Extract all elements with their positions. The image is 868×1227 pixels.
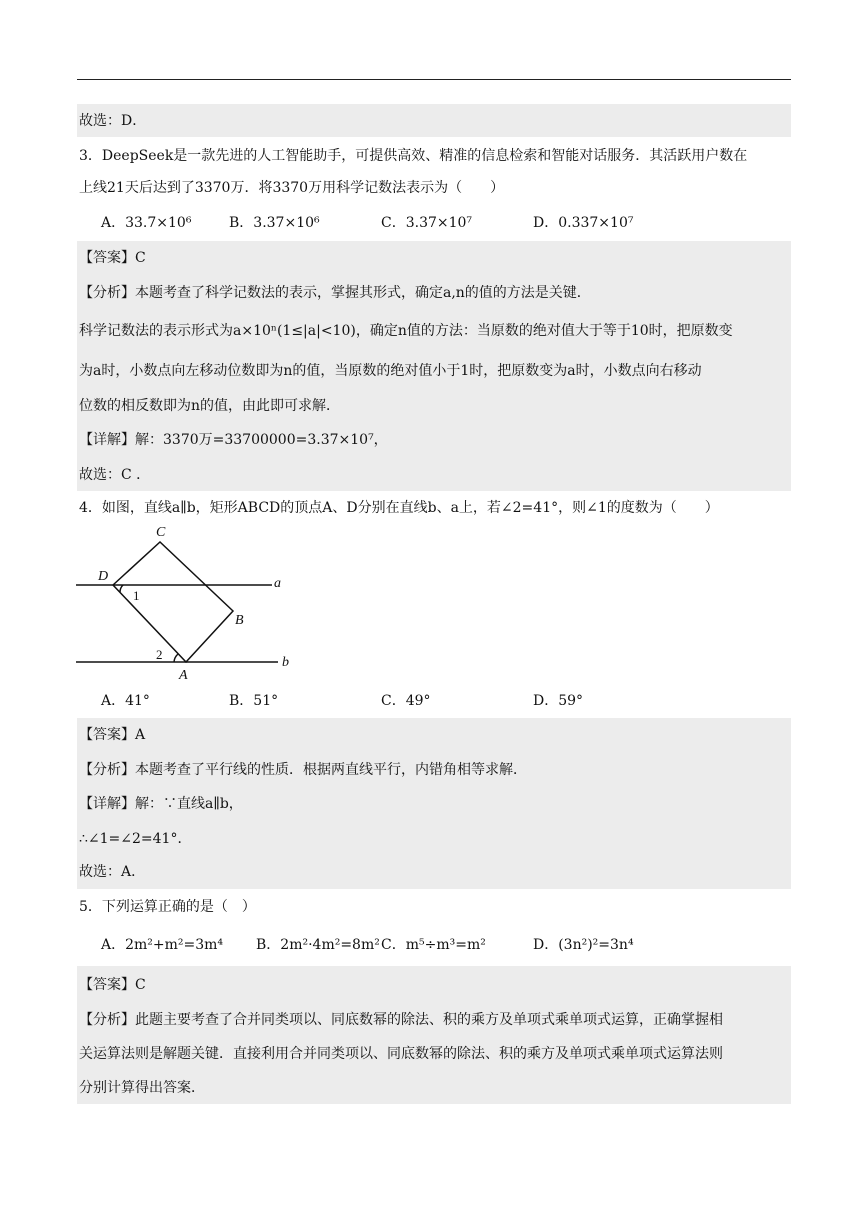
label-b-line: b xyxy=(282,655,289,670)
q4-detail: 【详解】解：∵直线a∥b， xyxy=(79,796,243,812)
q3-analysis-line2: 科学记数法的表示形式为a×10ⁿ(1≤|a|<10)，确定n值的方法：当原数的绝对值大于等于10时，把原数变 xyxy=(79,323,733,339)
q5-analysis-line1: 【分析】此题主要考查了合并同类项以、同底数幂的除法、积的乘方及单项式乘单项式运算，正确掌握相 xyxy=(79,1012,723,1028)
q5-option-b: B．2m²·4m²=8m² xyxy=(256,937,380,953)
q3-stem-line1: 3．DeepSeek是一款先进的人工智能助手，可提供高效、精准的信息检索和智能对话服务．其活跃用户数在 xyxy=(79,148,748,164)
angle-1-arc xyxy=(120,585,123,592)
rectangle-abcd xyxy=(113,542,233,662)
q4-choice: 故选：A． xyxy=(79,864,146,880)
label-d: D xyxy=(98,569,109,584)
q4-stem: 4．如图，直线a∥b，矩形ABCD的顶点A、D分别在直线b、a上，若∠2=41°，则∠1的度数为（ ） xyxy=(79,500,719,516)
q5-option-c: C．m⁵÷m³=m² xyxy=(381,937,486,953)
label-b: B xyxy=(235,613,244,628)
q3-option-a: A．33.7×10⁶ xyxy=(101,215,192,231)
label-a-vertex: A xyxy=(179,668,188,683)
q3-detail: 【详解】解：3370万=33700000=3.37×10⁷， xyxy=(79,432,388,448)
q4-option-c: C．49° xyxy=(381,693,431,709)
prev-choice: 故选：D． xyxy=(79,113,147,129)
q3-answer: 【答案】C xyxy=(79,250,146,266)
q4-option-d: D．59° xyxy=(533,693,584,709)
q4-answer: 【答案】A xyxy=(79,727,146,743)
q3-choice: 故选：C ． xyxy=(79,467,151,483)
q5-answer: 【答案】C xyxy=(79,977,146,993)
q4-geometry-figure xyxy=(76,521,300,683)
q3-option-d: D．0.337×10⁷ xyxy=(533,215,634,231)
q4-option-b: B．51° xyxy=(229,693,279,709)
q4-option-a: A．41° xyxy=(101,693,150,709)
q5-analysis-line3: 分别计算得出答案． xyxy=(79,1080,205,1096)
q5-option-d: D．(3n²)²=3n⁴ xyxy=(533,937,634,953)
q3-analysis-line3: 为a时，小数点向左移动位数即为n的值，当原数的绝对值小于1时，把原数变为a时，小数点向右移动 xyxy=(79,363,702,379)
label-angle-1: 1 xyxy=(133,588,140,603)
q3-option-b: B．3.37×10⁶ xyxy=(229,215,320,231)
q3-analysis-line1: 【分析】本题考查了科学记数法的表示，掌握其形式，确定a,n的值的方法是关键． xyxy=(79,285,591,301)
q5-stem: 5．下列运算正确的是（ ） xyxy=(79,899,256,915)
q5-analysis-line2: 关运算法则是解题关键．直接利用合并同类项以、同底数幂的除法、积的乘方及单项式乘单项式运算法则 xyxy=(79,1046,723,1062)
q3-option-c: C．3.37×10⁷ xyxy=(381,215,473,231)
angle-2-arc xyxy=(174,654,178,662)
label-c: C xyxy=(156,525,166,540)
q5-option-a: A．2m²+m²=3m⁴ xyxy=(101,937,224,953)
solution-panel-prev xyxy=(77,104,791,137)
header-rule xyxy=(77,79,791,80)
q3-analysis-line4: 位数的相反数即为n的值，由此即可求解． xyxy=(79,398,341,414)
label-a-line: a xyxy=(274,576,281,591)
label-angle-2: 2 xyxy=(156,647,163,662)
q4-therefore: ∴∠1=∠2=41°． xyxy=(79,831,192,847)
q4-analysis: 【分析】本题考查了平行线的性质．根据两直线平行，内错角相等求解． xyxy=(79,762,527,778)
q3-stem-line2: 上线21天后达到了3370万．将3370万用科学记数法表示为（ ） xyxy=(79,180,505,196)
